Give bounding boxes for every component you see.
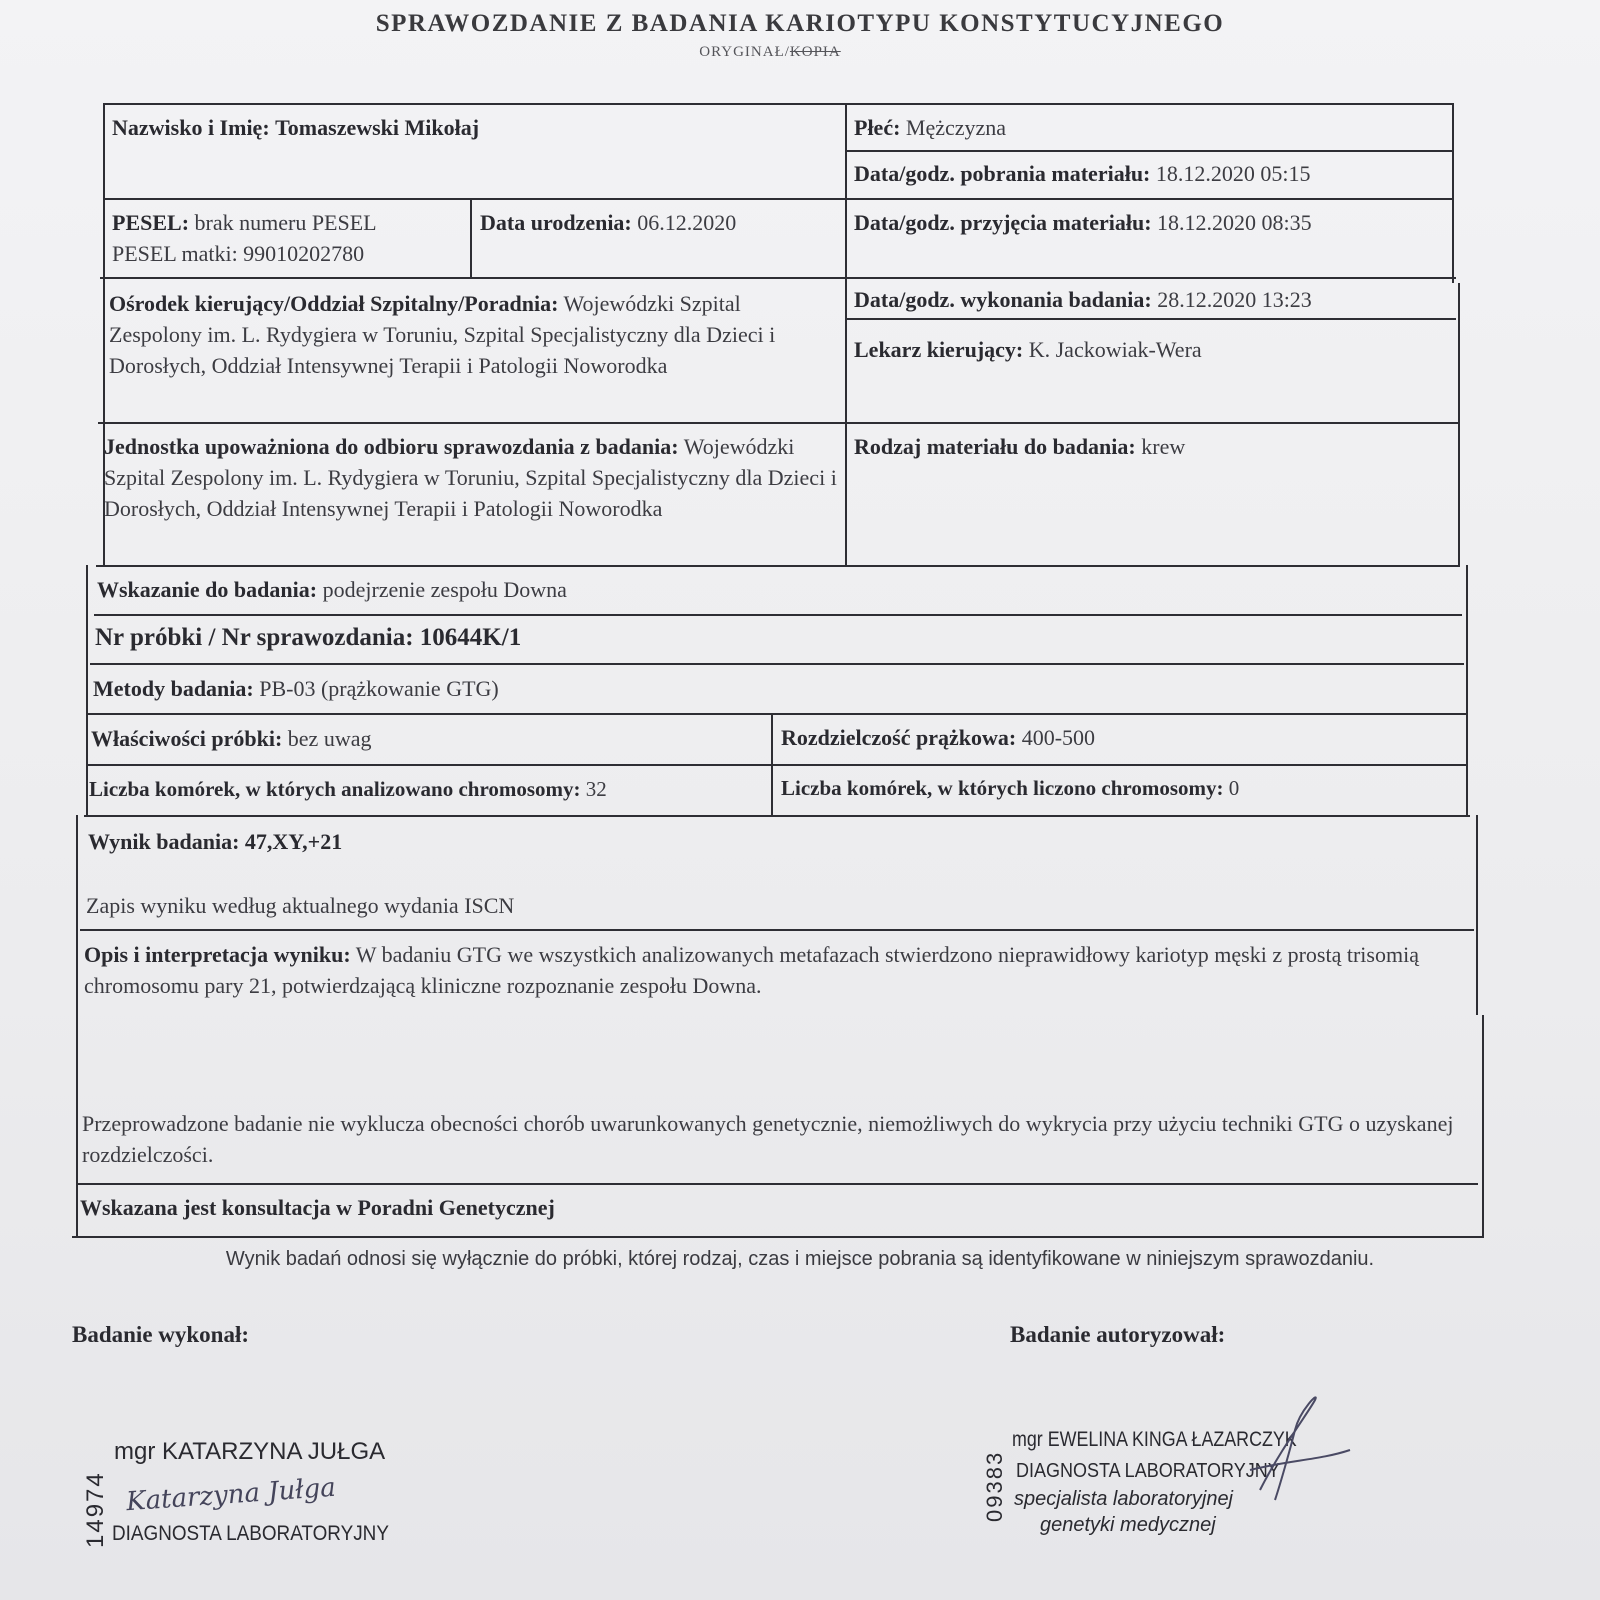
sex-field <box>854 112 1444 143</box>
grid-line <box>1482 1015 1484 1238</box>
analyzed-cells-value: 32 <box>585 777 607 801</box>
birth-date-field <box>480 207 840 238</box>
right-stamp-spec1: specjalista laboratoryjnej <box>1014 1488 1234 1510</box>
grid-line <box>1476 815 1478 1015</box>
disclaimer-text: Przeprowadzone badanie nie wyklucza obecności chorób uwarunkowanych genetycznie, niemożliwych do wykrycia przy użyciu techniki GTG o uzyskanej rozdzielczości. <box>82 1111 1454 1167</box>
sample-properties-label: Właściwości próbki: <box>91 726 283 751</box>
grid-line <box>96 565 1460 567</box>
grid-line <box>76 1183 1478 1185</box>
methods-label: Metody badania: <box>93 676 254 701</box>
received-date-value: 18.12.2020 08:35 <box>1157 210 1312 235</box>
copy-original: ORYGINAŁ/ <box>699 44 790 60</box>
patient-name-label: Nazwisko i Imię: <box>112 115 270 140</box>
methods-value: PB-03 (prążkowanie GTG) <box>259 676 499 701</box>
indication-value: podejrzenie zespołu Downa <box>322 577 567 602</box>
footnote: Wynik badań odnosi się wyłącznie do próbki, której rodzaj, czas i miejsce pobrania są identyfikowane w niniejszym sprawozdaniu. <box>225 1248 1375 1270</box>
grid-line <box>86 764 1468 766</box>
grid-line <box>72 1236 1482 1238</box>
iscn-note <box>86 890 1456 921</box>
pesel-mother: PESEL matki: 99010202780 <box>112 241 365 266</box>
pesel-field <box>112 207 462 269</box>
referring-doctor-value: K. Jackowiak-Wera <box>1028 337 1202 362</box>
disclaimer-field <box>82 1108 1472 1170</box>
grid-line <box>80 929 1474 931</box>
collection-date-label: Data/godz. pobrania materiału: <box>854 161 1151 186</box>
sample-properties-field <box>91 723 761 754</box>
resolution-label: Rozdzielczość prążkowa: <box>781 725 1017 750</box>
result-value: Wynik badania: 47,XY,+21 <box>88 829 343 854</box>
referring-center-value: Wojewódzki Szpital Zespolony im. L. Rydygiera w Toruniu, Szpital Specjalistyczny dla Dzieci i Dorosłych, Oddział Intensywnej Terapii i Patologii Noworodka <box>109 291 776 378</box>
grid-line <box>103 103 1452 105</box>
sample-number: Nr próbki / Nr sprawozdania: 10644K/1 <box>95 624 522 651</box>
grid-line <box>1458 283 1460 565</box>
performed-date-label: Data/godz. wykonania badania: <box>854 287 1152 312</box>
copy-struck: KOPIA <box>789 44 841 60</box>
material-field <box>854 431 1454 462</box>
resolution-field <box>781 722 1461 753</box>
birth-date-label: Data urodzenia: <box>480 210 632 235</box>
performed-by-label: Badanie wykonał: <box>72 1322 250 1347</box>
collection-date-value: 18.12.2020 05:15 <box>1155 161 1311 186</box>
material-value: krew <box>1141 434 1186 459</box>
result-field <box>88 826 1458 857</box>
referring-center-label: Ośrodek kierujący/Oddział Szpitalny/Poradnia: <box>109 291 559 316</box>
consultation-field <box>80 1192 1470 1223</box>
right-stamp-title: DIAGNOSTA LABORATORYJNY <box>1016 1460 1280 1482</box>
indication-label: Wskazanie do badania: <box>97 577 318 602</box>
sex-label: Płeć: <box>854 115 901 140</box>
grid-line <box>470 198 472 277</box>
grid-line <box>1466 565 1468 815</box>
indication-field <box>97 574 1447 605</box>
grid-line <box>86 565 88 815</box>
collection-date-field <box>854 158 1449 189</box>
sex-value: Mężczyzna <box>905 115 1007 140</box>
iscn-note-text: Zapis wyniku według aktualnego wydania ISCN <box>86 893 515 918</box>
receiving-unit-label: Jednostka upoważniona do odbioru sprawozdania z badania: <box>104 434 679 459</box>
material-label: Rodzaj materiału do badania: <box>854 434 1136 459</box>
grid-line <box>100 277 1456 279</box>
left-stamp-name: mgr KATARZYNA JUŁGA <box>114 1438 386 1465</box>
referring-doctor-label: Lekarz kierujący: <box>854 337 1024 362</box>
authorized-by-label: Badanie autoryzował: <box>1010 1322 1226 1347</box>
birth-date-value: 06.12.2020 <box>637 210 737 235</box>
analyzed-cells-field <box>89 774 769 805</box>
counted-cells-field <box>781 773 1461 804</box>
grid-line <box>90 663 1464 665</box>
left-stamp-title: DIAGNOSTA LABORATORYJNY <box>112 1522 389 1545</box>
counted-cells-label: Liczba komórek, w których liczono chromosomy: <box>781 776 1224 800</box>
grid-line <box>76 815 78 1238</box>
receiving-unit-field <box>104 431 839 524</box>
counted-cells-value: 0 <box>1228 776 1240 800</box>
sample-properties-value: bez uwag <box>287 726 372 751</box>
left-signature: Katarzyna Jułga <box>125 1472 337 1518</box>
pesel-value: brak numeru PESEL <box>194 210 377 235</box>
report-title: SPRAWOZDANIE Z BADANIA KARIOTYPU KONSTYTUCYJNEGO <box>375 10 1225 37</box>
analyzed-cells-label: Liczba komórek, w których analizowano chromosomy: <box>89 777 581 801</box>
referring-doctor-field <box>854 334 1454 365</box>
interpretation-label: Opis i interpretacja wyniku: <box>84 942 351 967</box>
left-stamp-number: 14974 <box>82 1471 109 1548</box>
received-date-label: Data/godz. przyjęcia materiału: <box>854 210 1152 235</box>
patient-name-value: Tomaszewski Mikołaj <box>275 115 480 140</box>
interpretation-value: W badaniu GTG we wszystkich analizowanych metafazach stwierdzono nieprawidłowy kariotyp męski z prostą trisomią chromosomu pary 21, potwierdzającą kliniczne rozpoznanie zespołu Downa. <box>84 942 1419 998</box>
grid-line <box>845 150 1452 152</box>
performed-date-field <box>854 284 1454 315</box>
received-date-field <box>854 207 1449 238</box>
grid-line <box>1452 103 1454 283</box>
resolution-value: 400-500 <box>1021 725 1096 750</box>
grid-line <box>845 318 1456 320</box>
right-stamp-number: 09383 <box>982 1450 1007 1522</box>
receiving-unit-value: Wojewódzki Szpital Zespolony im. L. Rydygiera w Toruniu, Szpital Specjalistyczny dla Dzieci i Dorosłych, Oddział Intensywnej Terapii i Patologii Noworodka <box>104 434 837 521</box>
referring-center-field <box>109 288 839 381</box>
performed-date-value: 28.12.2020 13:23 <box>1157 287 1312 312</box>
methods-field <box>93 673 1453 704</box>
grid-line <box>94 614 1462 616</box>
right-signature-icon <box>1240 1390 1360 1530</box>
consultation-text: Wskazana jest konsultacja w Poradni Genetycznej <box>80 1195 555 1220</box>
grid-line <box>84 815 1470 817</box>
grid-line <box>845 103 847 565</box>
right-stamp-name: mgr EWELINA KINGA ŁAZARCZYK <box>1012 1428 1297 1451</box>
grid-line <box>771 713 773 815</box>
right-stamp-spec2: genetyki medycznej <box>1040 1514 1216 1536</box>
sample-number-field <box>95 622 1445 653</box>
pesel-label: PESEL: <box>112 210 190 235</box>
grid-line <box>98 422 1458 424</box>
interpretation-field <box>84 939 1464 1001</box>
grid-line <box>103 198 1452 200</box>
grid-line <box>88 713 1466 715</box>
patient-name-field <box>112 112 832 143</box>
